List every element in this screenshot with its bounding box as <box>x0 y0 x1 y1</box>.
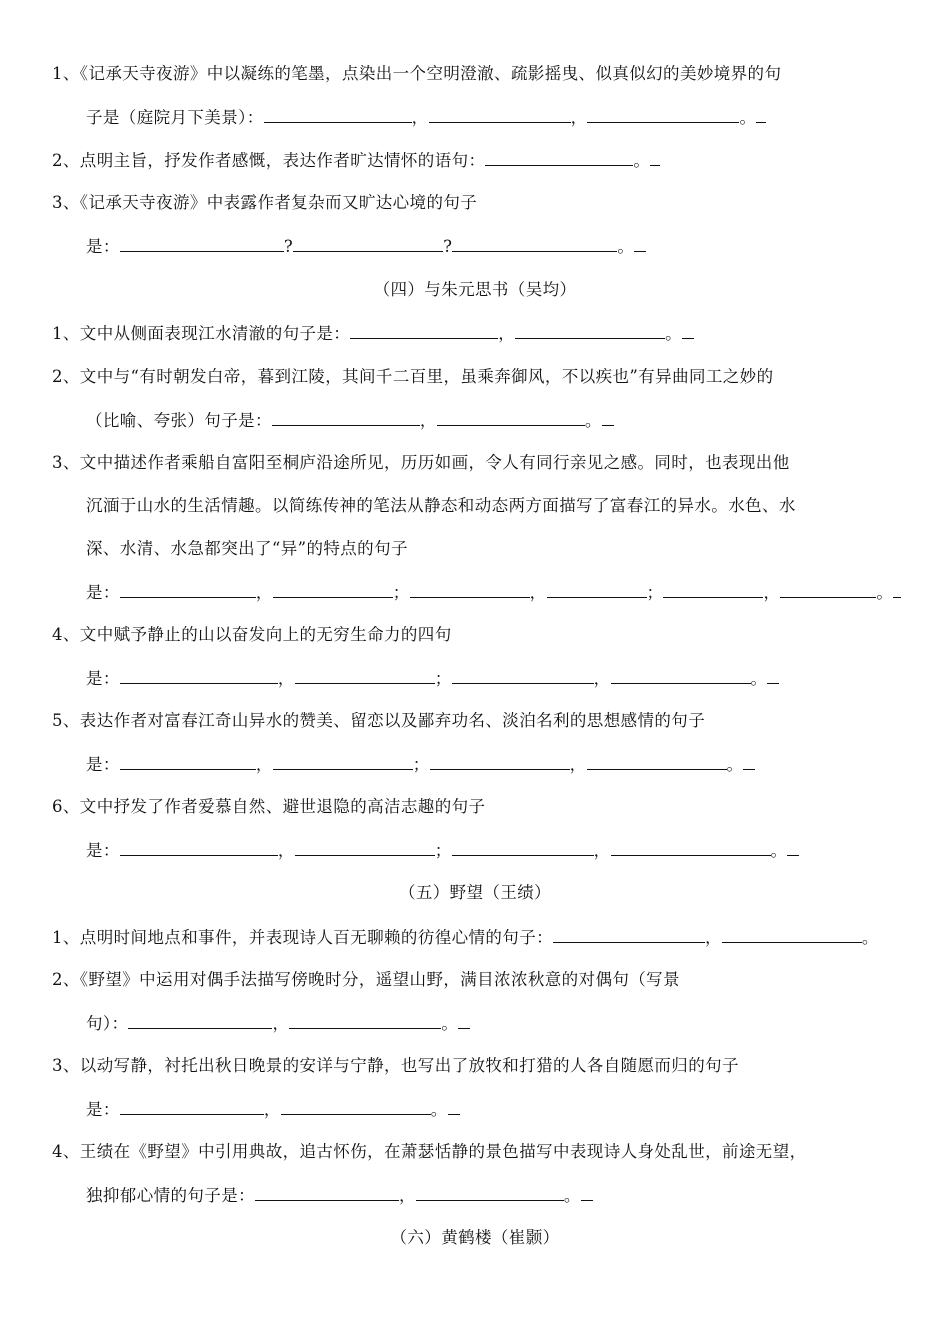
question-line <box>52 63 781 85</box>
answer-blank[interactable] <box>264 106 412 123</box>
question-line <box>52 149 660 171</box>
answer-blank[interactable] <box>663 581 763 598</box>
line-text: ， <box>529 583 547 602</box>
line-text: ? <box>283 237 294 256</box>
line-text: 。 <box>633 151 651 170</box>
question-line <box>52 624 452 646</box>
answer-blank[interactable] <box>273 581 393 598</box>
answer-blank[interactable] <box>587 753 727 770</box>
answer-blank[interactable] <box>410 581 530 598</box>
answer-blank[interactable] <box>120 235 284 252</box>
line-text: ， <box>263 1100 281 1119</box>
question-line <box>86 1098 460 1120</box>
line-text: 1、文中从侧面表现江水清澈的句子是： <box>52 324 351 343</box>
line-text: ， <box>255 583 273 602</box>
answer-blank[interactable] <box>429 106 571 123</box>
answer-blank[interactable] <box>602 409 614 426</box>
line-text: （比喻、夸张）句子是： <box>86 411 272 430</box>
line-text: ， <box>570 108 588 127</box>
line-text: 4、王绩在《野望》中引用典故，追古怀伤，在萧瑟恬静的景色描写中表现诗人身处乱世，前途无望， <box>52 1142 807 1161</box>
line-text: 。 <box>441 1014 459 1033</box>
line-text: 独抑郁心情的句子是： <box>86 1186 255 1205</box>
answer-blank[interactable] <box>485 149 633 166</box>
question-line <box>52 452 790 474</box>
answer-blank[interactable] <box>547 581 647 598</box>
line-text: ， <box>277 669 295 688</box>
answer-blank[interactable] <box>120 753 256 770</box>
line-text: 是： <box>86 755 120 774</box>
line-text: 是： <box>86 841 120 860</box>
line-text: 5、表达作者对富春江奇山异水的赞美、留恋以及鄙弃功名、淡泊名利的思想感情的句子 <box>52 711 706 730</box>
answer-blank[interactable] <box>448 1098 460 1115</box>
line-text: ， <box>277 841 295 860</box>
line-text: ； <box>646 583 664 602</box>
answer-blank[interactable] <box>452 839 594 856</box>
line-text: 。 <box>584 411 602 430</box>
section-heading <box>0 882 950 904</box>
line-text: 是： <box>86 1100 120 1119</box>
question-line <box>52 192 477 214</box>
section-heading <box>0 1227 950 1249</box>
line-text: ， <box>498 324 516 343</box>
answer-blank[interactable] <box>295 667 435 684</box>
line-text: ， <box>411 108 429 127</box>
line-text: 2、《野望》中运用对偶手法描写傍晚时分，遥望山野，满目浓浓秋意的对偶句（写景 <box>52 970 680 989</box>
line-text: 。 <box>876 583 894 602</box>
line-text: ， <box>593 841 611 860</box>
line-text: ， <box>705 928 722 947</box>
line-text: 是： <box>86 583 120 602</box>
question-line <box>86 495 796 517</box>
answer-blank[interactable] <box>458 1012 470 1029</box>
line-text: 3、《记承天寺夜游》中表露作者复杂而又旷达心境的句子 <box>52 193 478 212</box>
line-text: 。 <box>665 324 683 343</box>
answer-blank[interactable] <box>756 106 766 123</box>
answer-blank[interactable] <box>682 322 694 339</box>
answer-blank[interactable] <box>289 1012 441 1029</box>
line-text: 1、《记承天寺夜游》中以凝练的笔墨，点染出一个空明澄澈、疏影摇曳、似真似幻的美妙境界的句 <box>52 64 782 83</box>
question-line <box>52 969 680 991</box>
section-heading <box>0 279 950 301</box>
answer-blank[interactable] <box>893 581 901 598</box>
line-text: 沉湎于山水的生活情趣。以简练传神的笔法从静态和动态两方面描写了富春江的异水。水色、水 <box>86 496 796 515</box>
line-text: 2、点明主旨，抒发作者感慨，表达作者旷达情怀的语句： <box>52 151 486 170</box>
line-text: 。 <box>726 755 744 774</box>
question-line <box>86 538 408 560</box>
question-line <box>86 1012 470 1034</box>
question-line <box>86 581 901 603</box>
line-text: ， <box>272 1014 290 1033</box>
answer-blank[interactable] <box>120 581 256 598</box>
answer-blank[interactable] <box>650 149 660 166</box>
answer-blank[interactable] <box>780 581 876 598</box>
answer-blank[interactable] <box>722 926 862 943</box>
line-text: 3、以动写静，衬托出秋日晚景的安详与宁静，也写出了放牧和打猎的人各自随愿而归的句子 <box>52 1056 739 1075</box>
question-line <box>52 710 705 732</box>
line-text: 。 <box>430 1100 448 1119</box>
answer-blank[interactable] <box>120 1098 264 1115</box>
line-text: ， <box>255 755 273 774</box>
answer-blank[interactable] <box>611 667 751 684</box>
question-line <box>52 796 485 818</box>
question-line <box>86 235 646 257</box>
line-text: 子是（庭院月下美景）： <box>86 108 264 127</box>
answer-blank[interactable] <box>452 667 594 684</box>
answer-blank[interactable] <box>767 667 779 684</box>
line-text: 。 <box>750 669 768 688</box>
line-text: 。 <box>739 108 757 127</box>
answer-blank[interactable] <box>273 753 413 770</box>
line-text: 。 <box>617 237 635 256</box>
line-text: ； <box>434 841 452 860</box>
line-text: ， <box>569 755 587 774</box>
question-line <box>52 366 773 388</box>
answer-blank[interactable] <box>587 106 739 123</box>
line-text: 。 <box>861 928 879 947</box>
answer-blank[interactable] <box>272 409 420 426</box>
answer-blank[interactable] <box>430 753 570 770</box>
line-text: （四）与朱元思书（吴均） <box>373 280 577 299</box>
answer-blank[interactable] <box>255 1184 399 1201</box>
question-line <box>52 322 694 344</box>
answer-blank[interactable] <box>634 235 646 252</box>
line-text: 3、文中描述作者乘船自富阳至桐庐沿途所见，历历如画，令人有同行亲见之感。同时，也表现出他 <box>52 453 790 472</box>
question-line <box>52 926 879 948</box>
answer-blank[interactable] <box>128 1012 272 1029</box>
answer-blank[interactable] <box>581 1184 593 1201</box>
line-text: （六）黄鹤楼（崔颢） <box>390 1228 560 1247</box>
question-line <box>86 753 755 775</box>
line-text: （五）野望（王绩） <box>398 883 552 902</box>
answer-blank[interactable] <box>611 839 771 856</box>
line-text: 2、文中与“有时朝发白帝，暮到江陵，其间千二百里，虽乘奔御风，不以疾也”有异曲同工之妙的 <box>52 367 774 386</box>
line-text: ? <box>443 237 453 256</box>
answer-blank[interactable] <box>743 753 755 770</box>
answer-blank[interactable] <box>293 235 443 252</box>
line-text: ， <box>419 411 437 430</box>
question-line <box>86 667 779 689</box>
answer-blank[interactable] <box>787 839 799 856</box>
line-text: ； <box>392 583 410 602</box>
answer-blank[interactable] <box>452 235 617 252</box>
answer-blank[interactable] <box>295 839 435 856</box>
question-line <box>52 1055 739 1077</box>
line-text: ， <box>399 1186 416 1205</box>
line-text: 是： <box>86 669 120 688</box>
answer-blank[interactable] <box>416 1184 564 1201</box>
line-text: 深、水清、水急都突出了“异”的特点的句子 <box>86 539 408 558</box>
question-line <box>86 1184 593 1206</box>
question-line <box>86 409 614 431</box>
question-line <box>52 1141 807 1163</box>
question-line <box>86 839 799 861</box>
line-text: 。 <box>563 1186 581 1205</box>
line-text: ， <box>593 669 611 688</box>
line-text: 6、文中抒发了作者爱慕自然、避世退隐的高洁志趣的句子 <box>52 797 486 816</box>
line-text: 4、文中赋予静止的山以奋发向上的无穷生命力的四句 <box>52 625 452 644</box>
line-text: ， <box>763 583 781 602</box>
answer-blank[interactable] <box>437 409 585 426</box>
line-text: 句）： <box>86 1014 129 1033</box>
line-text: 。 <box>770 841 788 860</box>
line-text: 是： <box>86 237 120 256</box>
line-text: 1、点明时间地点和事件，并表现诗人百无聊赖的彷徨心情的句子： <box>52 928 553 947</box>
answer-blank[interactable] <box>553 926 705 943</box>
answer-blank[interactable] <box>515 322 665 339</box>
line-text: ； <box>412 755 430 774</box>
answer-blank[interactable] <box>120 667 278 684</box>
answer-blank[interactable] <box>281 1098 431 1115</box>
question-line <box>86 106 766 128</box>
answer-blank[interactable] <box>120 839 278 856</box>
answer-blank[interactable] <box>350 322 498 339</box>
line-text: ； <box>434 669 452 688</box>
